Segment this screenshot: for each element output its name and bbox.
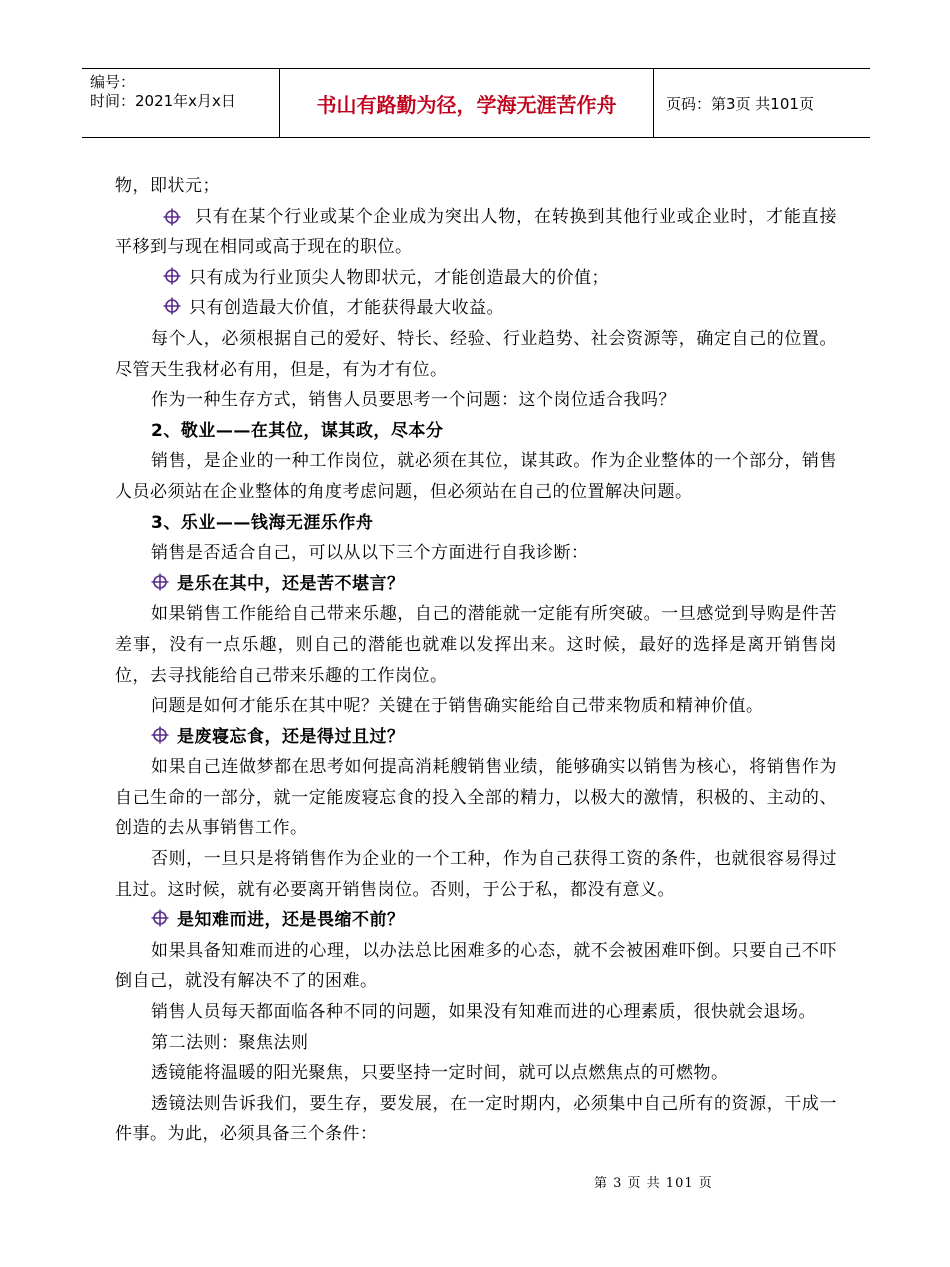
paragraph: 物，即状元； [115,176,220,196]
paragraph: 第二法则：聚焦法则 [151,1032,309,1053]
paragraph: 透镜法则告诉我们，要生存，要发展，在一定时期内，必须集中自己所有的资源，干成一件事。为此，必须具备三个条件： [115,1093,837,1145]
page-info: 页码：第3页 共101页 [666,94,814,113]
paragraph: 每个人，必须根据自己的爱好、特长、经验、行业趋势、社会资源等，确定自己的位置。尽管天生我材必有用，但是，有为才有位。 [115,328,837,380]
section-heading: 3、乐业——钱海无涯乐作舟 [151,512,374,533]
header-table [82,68,870,138]
bullet-text: 只有成为行业顶尖人物即状元，才能创造最大的价值； [189,267,609,288]
paragraph: 如果自己连做梦都在思考如何提高消耗艘销售业绩，能够确实以销售为核心，将销售作为自己生命的一部分，就一定能废寝忘食的投入全部的精力，以极大的激情，积极的、主动的、创造的去从事销售工作。 [115,757,837,839]
crosshair-bullet-icon [163,297,181,315]
question-heading [115,905,837,936]
footer-page-number: 第 3 页 共 101 页 [594,1176,713,1191]
bullet-item [115,293,837,324]
header-meta-cell [82,69,280,137]
bullet-text: 只有在某个行业或某个企业成为突出人物，在转换到其他行业或企业时，才能直接平移到与现在相同或高于现在的职位。 [115,206,837,258]
question-text: 是废寝忘食，还是得过且过？ [177,726,405,747]
document-body [115,171,837,1150]
question-heading [115,722,837,753]
paragraph: 销售，是企业的一种工作岗位，就必须在其位，谋其政。作为企业整体的一个部分，销售人员必须站在企业整体的角度考虑问题，但必须站在自己的位置解决问题。 [115,451,837,502]
bullet-item [115,263,837,294]
header-motto-cell [280,69,654,137]
page-footer [0,1172,950,1191]
crosshair-bullet-icon [151,573,169,591]
paragraph: 销售是否适合自己，可以从以下三个方面进行自我诊断： [151,543,589,564]
paragraph: 销售人员每天都面临各种不同的问题，如果没有知难而进的心理素质，很快就会退场。 [151,1002,816,1023]
question-heading [115,569,837,600]
bullet-item [115,202,837,263]
number-label: 编号： [90,73,136,91]
paragraph: 否则，一旦只是将销售作为企业的一个工种，作为自己获得工资的条件，也就很容易得过且过。这时候，就有必要离开销售岗位。否则，于公于私，都没有意义。 [115,849,837,900]
crosshair-bullet-icon [163,267,181,285]
section-heading: 2、敬业——在其位，谋其政，尽本分 [151,420,444,441]
paragraph: 透镜能将温暖的阳光聚焦，只要坚持一定时间，就可以点燃焦点的可燃物。 [151,1063,729,1084]
crosshair-bullet-icon [163,208,181,226]
crosshair-bullet-icon [151,909,169,927]
paragraph: 问题是如何才能乐在其中呢？关键在于销售确实能给自己带来物质和精神价值。 [151,696,764,717]
paragraph: 作为一种生存方式，销售人员要思考一个问题：这个岗位适合我吗？ [151,390,676,411]
time-label: 时间：2021年x月x日 [90,92,236,110]
header-page-cell [654,69,870,137]
question-text: 是乐在其中，还是苦不堪言？ [177,573,405,594]
paragraph: 如果销售工作能给自己带来乐趣，自己的潜能就一定能有所突破。一旦感觉到导购是件苦差事，没有一点乐趣，则自己的潜能也就难以发挥出来。这时候，最好的选择是离开销售岗位，去寻找能给自己带来乐趣的工作岗位。 [115,604,837,686]
motto-text: 书山有路勤为径，学海无涯苦作舟 [316,92,617,117]
paragraph: 如果具备知难而进的心理，以办法总比困难多的心态，就不会被困难吓倒。只要自己不吓倒自己，就没有解决不了的困难。 [115,940,837,992]
question-text: 是知难而进，还是畏缩不前？ [177,910,405,931]
crosshair-bullet-icon [151,726,169,744]
bullet-text: 只有创造最大价值，才能获得最大收益。 [189,298,504,319]
